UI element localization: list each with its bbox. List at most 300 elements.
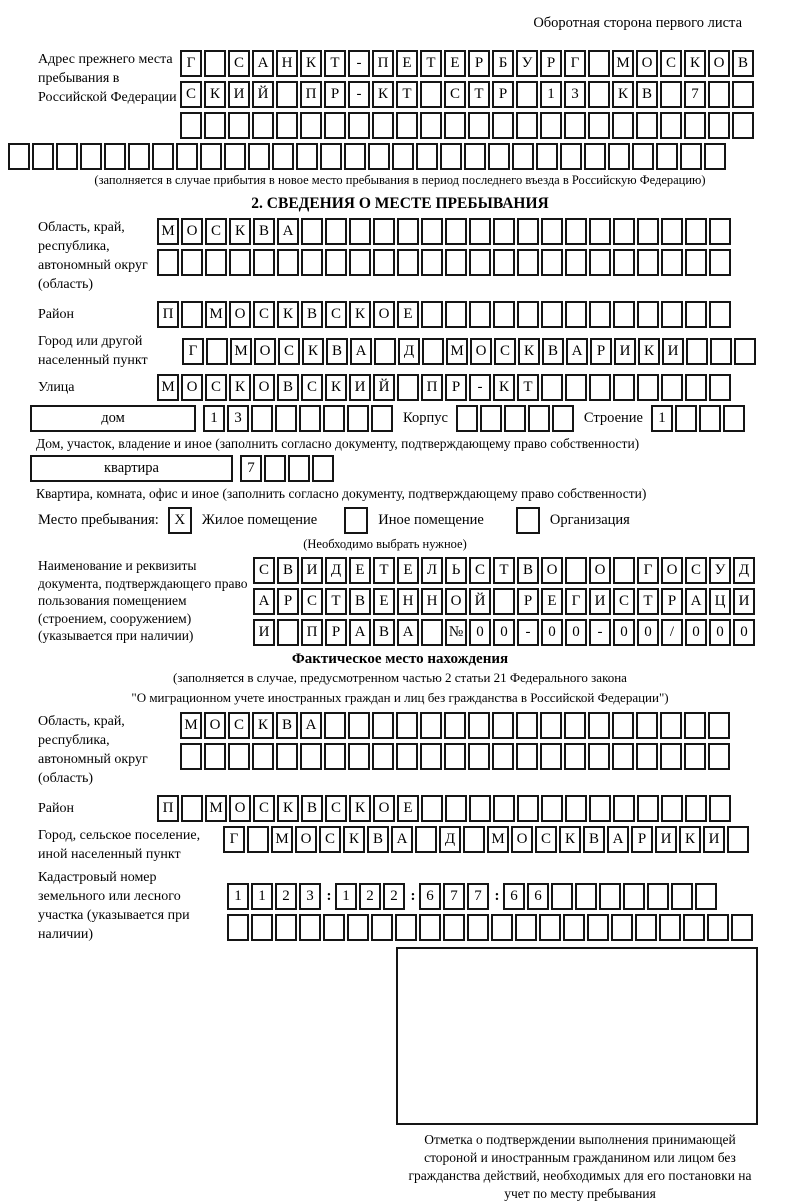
char-cell [491,914,513,941]
char-cell: К [638,338,660,365]
char-cell: Е [397,557,419,584]
char-cell: П [300,81,322,108]
char-cell: Т [468,81,490,108]
char-cell [456,405,478,432]
char-cell [516,81,538,108]
char-cell [661,249,683,276]
char-cell: 7 [684,81,706,108]
char-cell [372,743,394,770]
char-cell [312,455,334,482]
char-cell: - [469,374,491,401]
char-cell: 0 [709,619,731,646]
char-cell [32,143,54,170]
char-cell: 3 [227,405,249,432]
char-cell [661,218,683,245]
char-cell: 6 [503,883,525,910]
char-cell: А [277,218,299,245]
char-cell: Б [492,50,514,77]
char-cell [709,795,731,822]
char-cell [636,712,658,739]
char-cell [492,743,514,770]
field-cadastral [38,868,800,944]
char-cell [589,301,611,328]
char-cell: 3 [564,81,586,108]
char-cell: Е [397,795,419,822]
char-cell [517,218,539,245]
char-cell: / [661,619,683,646]
char-cell [348,743,370,770]
char-cell: И [349,374,371,401]
char-cell [612,112,634,139]
char-cell [734,338,756,365]
char-cell [275,914,297,941]
char-cell: О [661,557,683,584]
residential-label: Жилое помещение [201,512,318,528]
char-cell [276,743,298,770]
char-cell [253,249,275,276]
char-cell: И [228,81,250,108]
char-cell: М [180,712,202,739]
char-cell [421,301,443,328]
char-cell [589,374,611,401]
char-cell: К [612,81,634,108]
char-cell [252,743,274,770]
document-row-2 [253,588,757,615]
district-row [157,301,733,328]
char-cell [659,914,681,941]
char-cell [325,249,347,276]
char-cell: Т [373,557,395,584]
char-cell [396,743,418,770]
char-cell: Т [637,588,659,615]
apartment-type-box: квартира [30,455,233,482]
char-cell: 0 [469,619,491,646]
char-cell [200,143,222,170]
char-cell: Е [396,50,418,77]
char-cell [348,112,370,139]
char-cell [637,249,659,276]
char-cell: Е [349,557,371,584]
char-cell [613,374,635,401]
char-cell [421,795,443,822]
char-cell [276,81,298,108]
char-cell [551,883,573,910]
char-cell [685,374,707,401]
field-document [38,557,800,646]
stay-option-other-premises [344,507,484,534]
char-cell: К [343,826,365,853]
char-cell [541,795,563,822]
char-cell: П [372,50,394,77]
char-cell [301,249,323,276]
cadastral-separator: : [410,888,416,904]
char-cell [709,301,731,328]
char-cell [588,81,610,108]
char-cell [468,712,490,739]
char-cell: И [301,557,323,584]
char-cell: О [636,50,658,77]
stay-option-residential [168,507,317,534]
actual-region-grid [180,712,732,770]
char-cell [372,112,394,139]
char-cell: В [276,712,298,739]
field-district [38,301,800,328]
char-cell: О [373,795,395,822]
char-cell [252,112,274,139]
char-cell [371,914,393,941]
char-cell [206,338,228,365]
char-cell [277,249,299,276]
stamp-caption: Отметка о подтверждении выполнения принимающей стороной и иностранным гражданином или лицом без гражданства действий, необходимых для его постановки на учет по месту пребывания [408,1132,752,1201]
char-cell [180,743,202,770]
char-cell [416,143,438,170]
char-cell: А [397,619,419,646]
char-cell [727,826,749,853]
char-cell: Р [631,826,653,853]
char-cell [541,374,563,401]
char-cell [372,712,394,739]
prev-address-grid [180,50,756,139]
char-cell [539,914,561,941]
char-cell: Р [661,588,683,615]
field-actual-city [38,826,800,864]
char-cell: К [229,374,251,401]
field-street [38,374,800,401]
char-cell: В [326,338,348,365]
char-cell [708,712,730,739]
char-cell: М [612,50,634,77]
char-cell [708,112,730,139]
char-cell [589,795,611,822]
char-cell: К [518,338,540,365]
char-cell: Р [445,374,467,401]
char-cell [463,826,485,853]
stay-option-organization [516,507,630,534]
char-cell [732,81,754,108]
char-cell: Д [325,557,347,584]
char-cell: 2 [383,883,405,910]
char-cell [660,112,682,139]
char-cell: О [541,557,563,584]
char-cell: 0 [541,619,563,646]
char-cell [128,143,150,170]
apartment-note: Квартира, комната, офис и иное (заполнить согласно документу, подтверждающему право собственности) [36,486,647,501]
char-cell [104,143,126,170]
char-cell [493,588,515,615]
char-cell [613,795,635,822]
char-cell: В [301,795,323,822]
char-cell [584,143,606,170]
char-cell: Й [252,81,274,108]
char-cell [661,301,683,328]
char-cell [181,249,203,276]
char-cell [299,914,321,941]
char-cell [421,249,443,276]
char-cell [228,743,250,770]
char-cell: У [516,50,538,77]
char-cell [247,826,269,853]
char-cell [637,218,659,245]
char-cell [444,112,466,139]
char-cell [512,143,534,170]
char-cell: М [157,218,179,245]
char-cell: Е [541,588,563,615]
actual-region-row-1 [180,712,732,739]
char-cell: Е [444,50,466,77]
char-cell [504,405,526,432]
char-cell: С [301,588,323,615]
document-row-3 [253,619,757,646]
char-cell [516,112,538,139]
char-cell [541,249,563,276]
char-cell: О [253,374,275,401]
actual-location-note-2: "О миграционном учете иностранных граждан и лиц без гражданства в Российской Федерации") [131,690,669,705]
char-cell: С [278,338,300,365]
char-cell: С [205,218,227,245]
char-cell: О [181,218,203,245]
char-cell [589,249,611,276]
char-cell [420,112,442,139]
char-cell: Г [182,338,204,365]
char-cell [636,743,658,770]
char-cell [611,914,633,941]
char-cell [623,883,645,910]
char-cell: В [367,826,389,853]
char-cell [731,914,753,941]
char-cell: Р [492,81,514,108]
char-cell [637,374,659,401]
char-cell: Т [493,557,515,584]
char-cell: Г [223,826,245,853]
char-cell [684,712,706,739]
char-cell: К [325,374,347,401]
char-cell: О [204,712,226,739]
house-number-cells [203,405,395,432]
char-cell [396,112,418,139]
char-cell: К [679,826,701,853]
char-cell: Е [373,588,395,615]
char-cell [540,712,562,739]
char-cell: С [253,301,275,328]
char-cell [396,712,418,739]
char-cell [371,405,393,432]
char-cell: Р [277,588,299,615]
prev-address-row-1 [180,50,756,77]
char-cell [661,795,683,822]
char-cell: А [253,588,275,615]
char-cell [348,712,370,739]
char-cell [467,914,489,941]
char-cell [541,218,563,245]
char-cell [422,338,444,365]
char-cell [374,338,396,365]
char-cell: К [302,338,324,365]
char-cell: П [301,619,323,646]
char-cell [708,743,730,770]
char-cell: И [589,588,611,615]
char-cell [540,743,562,770]
char-cell: В [542,338,564,365]
char-cell [349,249,371,276]
char-cell [517,301,539,328]
char-cell [445,218,467,245]
char-cell: 0 [685,619,707,646]
char-cell: М [271,826,293,853]
char-cell: 1 [335,883,357,910]
char-cell: С [535,826,557,853]
char-cell [180,112,202,139]
char-cell [275,405,297,432]
char-cell: В [583,826,605,853]
char-cell: В [277,374,299,401]
char-cell [444,743,466,770]
char-cell [420,81,442,108]
actual-location-note-1: (заполняется в случае, предусмотренном частью 2 статьи 21 Федерального закона [173,670,627,685]
char-cell [493,218,515,245]
char-cell: К [684,50,706,77]
korpus-label: Корпус [403,410,448,426]
char-cell: Г [637,557,659,584]
prev-address-note: (заполняется в случае прибытия в новое место пребывания в период последнего въезда в Российскую Федерацию) [94,173,706,187]
char-cell [440,143,462,170]
char-cell: 2 [275,883,297,910]
char-cell: П [157,795,179,822]
char-cell: О [589,557,611,584]
cadastral-label: Кадастровый номер земельного или лесного участка (указывается при наличии) [38,870,190,942]
other-premises-label: Иное помещение [378,512,484,528]
char-cell [445,301,467,328]
char-cell: Г [565,588,587,615]
char-cell: К [300,50,322,77]
char-cell: С [253,795,275,822]
char-cell: Д [439,826,461,853]
char-cell [469,249,491,276]
char-cell: С [228,50,250,77]
house-note: Дом, участок, владение и иное (заполнить согласно документу, подтверждающему право собственности) [36,436,640,451]
char-cell [661,374,683,401]
char-cell: А [300,712,322,739]
cadastral-grid [227,883,755,941]
document-grid [253,557,757,646]
char-cell: В [373,619,395,646]
char-cell [251,914,273,941]
char-cell [709,218,731,245]
actual-district-row [157,795,733,822]
char-cell: О [470,338,492,365]
char-cell: А [607,826,629,853]
char-cell [392,143,414,170]
char-cell [468,743,490,770]
char-cell: О [445,588,467,615]
char-cell: О [295,826,317,853]
field-apartment [30,455,800,482]
char-cell [8,143,30,170]
char-cell: К [493,374,515,401]
char-cell: М [205,795,227,822]
char-cell [443,914,465,941]
char-cell [397,249,419,276]
street-row [157,374,733,401]
char-cell [565,218,587,245]
document-row-1 [253,557,757,584]
char-cell: 1 [203,405,225,432]
char-cell: Н [276,50,298,77]
char-cell [272,143,294,170]
char-cell [613,218,635,245]
char-cell [468,112,490,139]
cadastral-separator: : [494,888,500,904]
char-cell [80,143,102,170]
char-cell [565,795,587,822]
actual-city-label: Город, сельское поселение, иной населенный пункт [38,828,201,862]
char-cell [707,914,729,941]
char-cell: Т [325,588,347,615]
char-cell: Г [564,50,586,77]
char-cell [227,914,249,941]
char-cell [695,883,717,910]
char-cell: О [181,374,203,401]
char-cell: В [636,81,658,108]
char-cell [540,112,562,139]
char-cell [647,883,669,910]
char-cell [588,50,610,77]
char-cell: В [301,301,323,328]
char-cell: Р [517,588,539,615]
street-label: Улица [38,380,75,395]
char-cell: Р [540,50,562,77]
char-cell [612,743,634,770]
char-cell [204,112,226,139]
char-cell: А [252,50,274,77]
char-cell: П [157,301,179,328]
char-cell [395,914,417,941]
char-cell [588,112,610,139]
char-cell [373,218,395,245]
char-cell: М [487,826,509,853]
char-cell: 7 [240,455,262,482]
char-cell [704,143,726,170]
char-cell [320,143,342,170]
char-cell: М [446,338,468,365]
char-cell: - [517,619,539,646]
char-cell [517,795,539,822]
char-cell: П [421,374,443,401]
char-cell: Р [325,619,347,646]
stroenie-label: Строение [583,410,643,426]
stroenie-cells [651,405,747,432]
char-cell: Н [421,588,443,615]
char-cell [301,218,323,245]
char-cell [347,914,369,941]
char-cell [176,143,198,170]
char-cell [251,405,273,432]
char-cell: С [319,826,341,853]
char-cell: В [349,588,371,615]
char-cell [228,112,250,139]
cadastral-row-2 [227,914,755,941]
field-actual-district [38,795,800,822]
prev-address-row-2 [180,81,756,108]
char-cell [205,249,227,276]
char-cell: Р [468,50,490,77]
char-cell [589,218,611,245]
char-cell: А [391,826,413,853]
char-cell [157,249,179,276]
char-cell: Д [398,338,420,365]
char-cell: С [444,81,466,108]
char-cell: С [205,374,227,401]
char-cell: К [349,301,371,328]
